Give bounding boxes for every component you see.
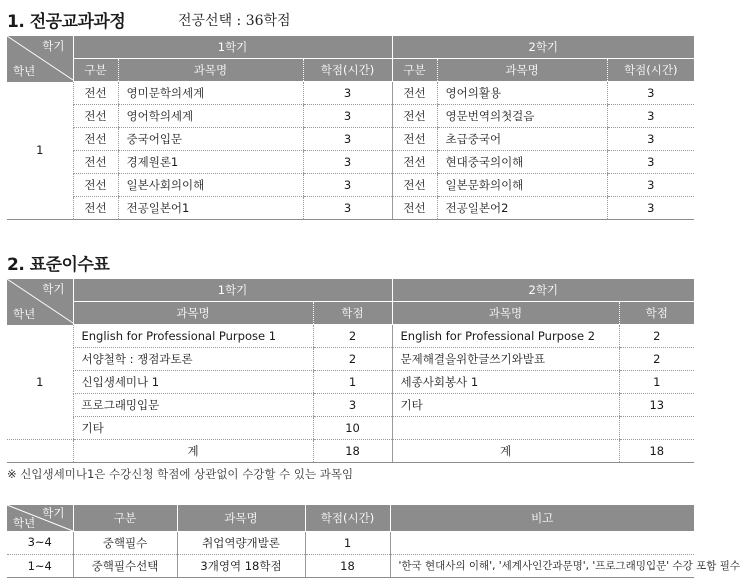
type-cell: 전선 <box>392 128 437 151</box>
remark-header: 비고 <box>390 505 694 531</box>
type-cell: 전선 <box>73 128 118 151</box>
credit-cell: 18 <box>305 554 390 577</box>
course-cell: 서양철학 : 쟁점과토론 <box>73 348 313 371</box>
year-cell: 1 <box>7 325 73 440</box>
credit-cell: 2 <box>313 325 392 348</box>
credit-header: 학점(시간) <box>607 59 694 82</box>
section2-title: 2. 표준이수표 <box>7 255 110 275</box>
credit-cell: 3 <box>607 105 694 128</box>
credit-cell <box>619 417 694 440</box>
type-cell: 중핵필수 <box>73 531 177 554</box>
credit-cell: 13 <box>619 394 694 417</box>
curriculum-table <box>7 36 694 220</box>
type-header: 구분 <box>392 59 437 82</box>
credit-cell: 3 <box>303 128 392 151</box>
credit-cell: 3 <box>607 197 694 220</box>
type-cell: 전선 <box>392 151 437 174</box>
course-header: 과목명 <box>118 59 303 82</box>
course-cell: 전공일본어2 <box>437 197 607 220</box>
semester1-header: 1학기 <box>73 36 392 59</box>
course-cell: 경제원론1 <box>118 151 303 174</box>
total-blank-cell <box>7 440 73 463</box>
semester2-header: 2학기 <box>392 36 694 59</box>
course-cell: 영미문학의세계 <box>118 82 303 105</box>
course-header: 과목명 <box>392 302 619 325</box>
type-cell: 전선 <box>73 105 118 128</box>
course-header: 과목명 <box>73 302 313 325</box>
credit-cell: 3 <box>303 174 392 197</box>
credit-cell: 3 <box>303 151 392 174</box>
year-cell: 3~4 <box>7 531 73 554</box>
type-cell: 중핵필수선택 <box>73 554 177 577</box>
course-cell: 일본문화의이해 <box>437 174 607 197</box>
credit-cell: 3 <box>607 151 694 174</box>
course-cell: 영어의활용 <box>437 82 607 105</box>
course-cell: 신입생세미나 1 <box>73 371 313 394</box>
credit-cell: 3 <box>607 174 694 197</box>
type-cell: 전선 <box>73 197 118 220</box>
type-cell: 전선 <box>73 174 118 197</box>
course-cell: 영문번역의첫걸음 <box>437 105 607 128</box>
credit-cell: 1 <box>305 531 390 554</box>
semester-corner-label: 학기 <box>42 39 65 53</box>
type-cell: 전선 <box>73 151 118 174</box>
type-cell: 전선 <box>392 105 437 128</box>
course-cell: 영어학의세계 <box>118 105 303 128</box>
header-diagonal-cell <box>7 36 73 82</box>
credit-cell: 3 <box>607 128 694 151</box>
seminar-note: ※ 신입생세미나1은 수강신청 학점에 상관없이 수강할 수 있는 과목임 <box>7 467 354 481</box>
course-header: 과목명 <box>177 505 305 531</box>
year-corner-label: 학년 <box>13 516 36 530</box>
total-credit: 18 <box>619 440 694 463</box>
course-cell <box>392 417 619 440</box>
course-cell: 문제해결을위한글쓰기와발표 <box>392 348 619 371</box>
section1-subtitle: 전공선택 : 36학점 <box>178 13 291 29</box>
course-cell: 일본사회의이해 <box>118 174 303 197</box>
credit-cell: 1 <box>313 371 392 394</box>
course-cell: 현대중국의이해 <box>437 151 607 174</box>
course-cell: 세종사회봉사 1 <box>392 371 619 394</box>
type-cell: 전선 <box>392 82 437 105</box>
course-cell: English for Professional Purpose 2 <box>392 325 619 348</box>
total-label: 계 <box>392 440 619 463</box>
credit-header: 학점(시간) <box>303 59 392 82</box>
course-cell: 전공일본어1 <box>118 197 303 220</box>
type-header: 구분 <box>73 59 118 82</box>
standard-course-table <box>7 279 694 463</box>
year-corner-label: 학년 <box>13 306 36 321</box>
credit-header: 학점(시간) <box>305 505 390 531</box>
credit-cell: 3 <box>313 394 392 417</box>
credit-cell: 3 <box>607 82 694 105</box>
credit-cell: 1 <box>619 371 694 394</box>
credit-cell: 3 <box>303 82 392 105</box>
semester-corner-label: 학기 <box>42 506 65 520</box>
course-cell: 프로그래밍입문 <box>73 394 313 417</box>
year-cell: 1~4 <box>7 554 73 577</box>
credit-cell: 3 <box>303 105 392 128</box>
remark-cell <box>390 531 694 554</box>
credit-cell: 2 <box>313 348 392 371</box>
course-cell: 초급중국어 <box>437 128 607 151</box>
total-label: 계 <box>73 440 313 463</box>
semester-corner-label: 학기 <box>42 282 65 296</box>
course-cell: 중국어입문 <box>118 128 303 151</box>
semester1-header: 1학기 <box>73 279 392 302</box>
course-cell: 취업역량개발론 <box>177 531 305 554</box>
type-cell: 전선 <box>73 82 118 105</box>
type-cell: 전선 <box>392 197 437 220</box>
credit-header: 학점 <box>313 302 392 325</box>
course-cell: 3개영역 18학점 <box>177 554 305 577</box>
credit-header: 학점 <box>619 302 694 325</box>
course-cell: 기타 <box>392 394 619 417</box>
course-cell: 기타 <box>73 417 313 440</box>
credit-cell: 2 <box>619 325 694 348</box>
year-corner-label: 학년 <box>13 63 36 78</box>
total-credit: 18 <box>313 440 392 463</box>
course-header: 과목명 <box>437 59 607 82</box>
credit-cell: 2 <box>619 348 694 371</box>
course-cell: English for Professional Purpose 1 <box>73 325 313 348</box>
core-requirement-table <box>7 505 740 578</box>
section1-title: 1. 전공교과과정 <box>7 12 126 32</box>
credit-cell: 10 <box>313 417 392 440</box>
header-diagonal-cell <box>7 505 73 531</box>
remark-cell: '한국 현대사의 이해', '세계사인간과문명', '프로그래밍입문' 수강 포함 필수 <box>390 554 694 577</box>
semester2-header: 2학기 <box>392 279 694 302</box>
header-diagonal-cell <box>7 279 73 325</box>
year-cell: 1 <box>7 82 73 220</box>
credit-cell: 3 <box>303 197 392 220</box>
type-cell: 전선 <box>392 174 437 197</box>
type-header: 구분 <box>73 505 177 531</box>
